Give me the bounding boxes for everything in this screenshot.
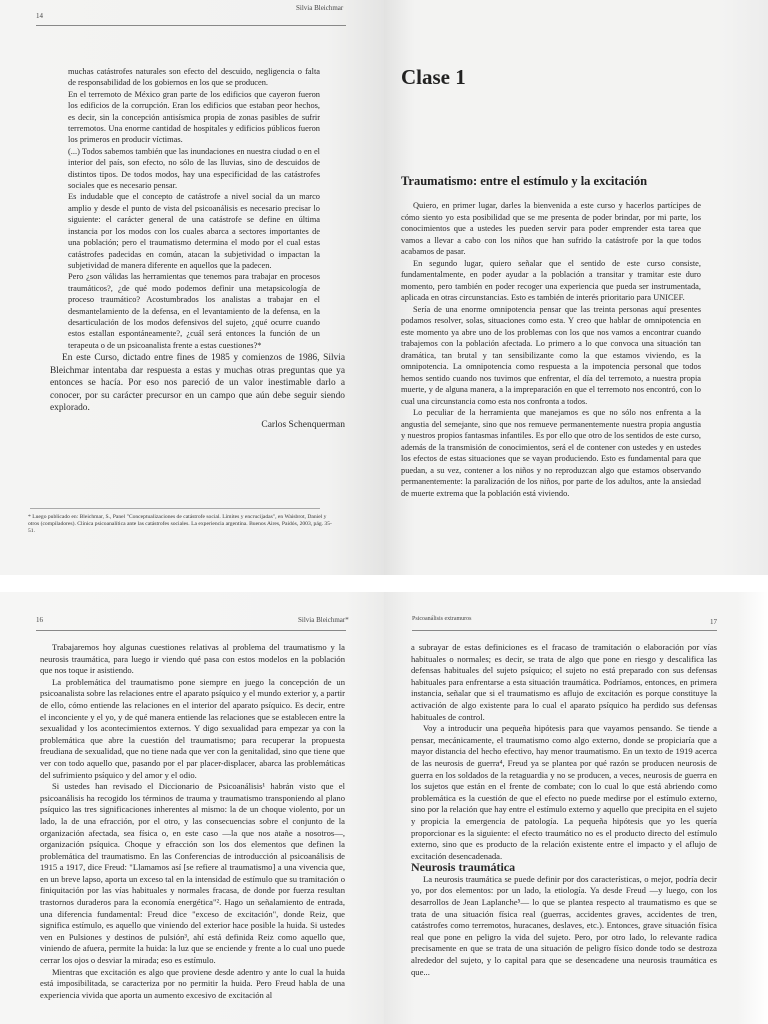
signature: Carlos Schenquerman (261, 419, 345, 430)
page-16 (0, 592, 384, 1024)
body-text (40, 642, 345, 1024)
body-text (411, 642, 717, 1024)
paragraph: Quiero, en primer lugar, darles la bienvenida a este curso y hacerlos partícipes de cómo siento yo esta posibilidad que se me presenta de poder brindar, por mi parte, los conocimientos que a ustedes les pueden servir para poder emprender esta tarea que vamos a llevar a cabo con los niños que han sufrido la catástrofe por la que todos acabamos de pasar. (401, 201, 701, 256)
section-title: Traumatismo: entre el estímulo y la excitación (401, 174, 648, 188)
paragraph: Sería de una enorme omnipotencia pensar que las treinta personas aquí presentes podamos resolver, solas, situaciones como esta. Y creo que hablar de omnipotencia en este momento ya abre uno de los problemas con los que nos vamos a encontrar cuando trabajemos con la población afectada. Lo primero a lo que convoca una situación tan dramática, tan brutal y tan sensibilizante como la que estamos viviendo, es la omnipotencia. La omnipotencia como respuesta a la impotencia personal que todos hemos sentido cuando nos tuvimos que enfrentar, el día del terremoto, a nuestra propia muerte, y de alguna manera, a la impreparación en que el terremoto nos encontró, con lo cual una circunstancia como esta nos confronta a todos. (401, 304, 701, 406)
header-rule (36, 25, 346, 26)
paragraph: En segundo lugar, quiero señalar que el sentido de este curso consiste, fundamentalmente, en poder ayudar a la población a transitar y tramitar este duro momento, pero también en poder recoger una experiencia que pueda ser instrumentada, aplicada en otras circunstancias. Esto es también de interés prioritario para UNICEF. (401, 258, 701, 302)
paragraph: Lo peculiar de la herramienta que manejamos es que no sólo nos enfrenta a la angustia del semejante, sino que nos remueve permanentemente nuestra propia angustia y nuestros propios fantasmas infantiles. Es por ello que otro de los sentidos de este curso, además de la transmisión de conocimientos, será el de contener con ustedes y en ustedes los efectos de estas situaciones que se vayan produciendo. Esto es fundamental para que puedan, a su vez, contener a los niños y no reproduzcan algo que estamos observando permanentemente: la paralización de los niños, por parte de los adultos, ante la ansiedad de muerte extrema que la población está viviendo. (401, 408, 701, 498)
quote-paragraph: Pero ¿son válidas las herramientas que tenemos para trabajar en procesos traumáticos?, ¿de qué modo podemos definir una metapsicología de proceso traumático? Acostumbrados los analistas a trabajar en el desmantelamiento de la defensa, en el levantamiento de la defensa, en la desarticulación de los modos defensivos del sujeto, ¿qué ocurre cuando estos estallan espontáneamente?, ¿cuál será entonces la función de un terapeuta o de un psicoanalista frente a estas cuestiones?* (68, 272, 320, 350)
paragraph: Si ustedes han revisado el Diccionario de Psicoanálisis¹ habrán visto que el psicoanálisis ha recogido los términos de trauma y traumatismo transponiendo al plano psíquico las tres significaciones inherentes al mismo: la de un choque violento, por un lado, la de una efracción, por el otro, y las consecuencias sobre el conjunto de la organización afectada, sea física o, en este caso —la que nos atañe a nosotros—, organización psíquica. Choque y efracción son los dos elementos que definen la problemática del traumatismo. En las Conferencias de introducción al psicoanálisis de 1915 a 1917, dice Freud: "Llamamos así [se refiere al traumatismo] a una vivencia que, en un breve lapso, aporta un exceso tal en la intensidad de estímulo que su tramitación o finiquitación por las vías habituales y normales fracasa, de donde por fuerza resultan trastornos duraderos para la economía energética"². Hago un señalamiento de entrada, una diferencia fundamental: Freud dice "exceso de excitación", donde Reiz, que significa estímulo, es aquello que viniendo del exterior hace posible la huida. Si ustedes ven en Pulsiones y destinos de pulsión³, ahí está definida Reiz como aquello que, viniendo de afuera, permite la huida: la luz que se enciende y frente a lo cual uno puede cerrar los ojos o desviar la mirada; eso es estímulo. (40, 781, 345, 966)
paragraph: Trabajaremos hoy algunas cuestiones relativas al problema del traumatismo y la neurosis traumática, para luego ir viendo qué pasa con estos modelos en la población que nos toque ir asistiendo. (40, 642, 345, 676)
page-17 (384, 592, 768, 1024)
paragraph: La problemática del traumatismo pone siempre en juego la concepción de un psicoanalista sobre las relaciones entre el aparato psíquico y el mundo exterior y, a partir de ello, cómo entiende las relaciones en el interior del aparato psíquico. Es decir, entre el inconciente y el yo, y de qué manera entiende las relaciones que se establecen entre la sexualidad y los acontecimientos externos. Y digo sexualidad para empezar ya con la problemática que abre la cuestión del traumatismo; para recuperar la propuesta freudiana de sexualidad, que no tiene nada que ver con la genitalidad, sino que tiene que ver con todo aquello que, pasando por el par placer-displacer, abarca las problemáticas del sufrimiento psíquico y del amor y el odio. (40, 676, 345, 780)
paragraph: a subrayar de estas definiciones es el fracaso de tramitación o elaboración por vías habituales o normales; es decir, se trata de algo que pone en riesgo y descalifica las defensas habituales del sujeto psíquico; el sujeto no está preparado con sus defensas habituales para enfrentarse a esta situación traumática. Podríamos, entonces, en primera instancia, señalar que si el traumatismo es aflujo de excitación es porque constituye la activación de algo existente para lo cual el aparato psíquico ha perdido sus defensas habituales de control. (411, 642, 717, 722)
intro-body (50, 352, 345, 432)
running-head: Silvia Bleichmar* (298, 616, 349, 624)
paragraph: En este Curso, dictado entre fines de 1985 y comienzos de 1986, Silvia Bleichmar intentaba dar respuesta a estas y muchas otras preguntas que ya entonces se hacía. Por eso nos pareció de un valor inestimable darlo a conocer, por su carácter precursor en un campo que aún debe seguir siendo explorado. (50, 353, 345, 414)
quote-paragraph: muchas catástrofes naturales son efecto del descuido, negligencia o falta de responsabilidad de los gobiernos en los que se producen. (68, 67, 320, 88)
quote-paragraph: Es indudable que el concepto de catástrofe a nivel social da un marco amplio y desde el punto de vista del psicoanálisis es necesario precisar lo siguiente: el carácter general de una catástrofe se define en última instancia por los modos con los cuales abarca a sectores importantes de una población; pero el traumatismo determina el modo por el cual estas catástrofes padecidas en común, atacan la subjetividad o impactan la subjetividad de manera diferente en aquellos que la padecen. (68, 192, 320, 270)
header-rule (36, 630, 346, 631)
quote-paragraph: En el terremoto de México gran parte de los edificios que cayeron fueron los edificios de la corrupción. Eran los edificios que estaban peor hechos, es decir, sin la concepción antisísmica propia de zonas pasibles de sufrir terremotos. Una enorme cantidad de hospitales y edificios públicos fueron los primeros en producir víctimas. (68, 89, 320, 145)
footnote: * Luego publicado en: Bleichmar, S., Panel "Conceptualizaciones de catástrofe social. Límites y encrucijadas", en Waisbrot, Daniel y otros (compiladores). Clínica psicoanalítica ante las catástrofes sociales. La experiencia argentina. Buenos Aires, Paidós, 2003, pág. 35-51. (28, 514, 332, 535)
body-text (401, 200, 701, 499)
chapter-title: Clase 1 (401, 65, 466, 89)
paragraph: Voy a introducir una pequeña hipótesis para que vayamos pensando. Se tiende a pensar, mecánicamente, el traumatismo como algo externo, donde se propiciaría que a mayor distancia del hecho efectivo, hay menor traumatismo. En un texto de 1919 acerca de las neurosis de guerra⁴, Freud ya se plantea por qué razón se producen neurosis de guerra en los soldados de la retaguardia y no se producen, a veces, neurosis de guerra en los sujetos que están en el frente de combate; con lo cual lo que está abriendo como problemática es la cuestión de que el efecto no puede medirse por el estímulo externo, sino por la relación que hay entre el estímulo externo y aquello que precipita en el sujeto y propicia la emergencia de patología. La pequeña hipótesis que yo les quería proporcionar es la siguiente: el efecto traumático no es el producto directo del estímulo externo, sino que es producto de la relación existente entre el impacto y el aflujo de excitación desencadenada. (411, 723, 717, 861)
header-rule (412, 630, 717, 631)
paragraph: Mientras que excitación es algo que proviene desde adentro y ante lo cual la huida está imposibilitada, se caracteriza por no permitir la huida. Pero Freud habla de una experiencia vivida que aporta un aumento excesivo de excitación al (40, 966, 345, 1000)
footnote-rule (30, 508, 320, 509)
block-quote (68, 66, 320, 351)
running-head: Psicoanálisis extramuros (412, 616, 472, 622)
page-15 (384, 0, 768, 575)
page-number: 17 (710, 618, 717, 626)
quote-paragraph: (...) Todos sabemos también que las inundaciones en nuestra ciudad o en el interior del país, son efecto, no sólo de las lluvias, sino de descuidos de distintos tipos. De todos modos, hay una especificidad de las catástrofes sociales que es necesario pensar. (68, 146, 320, 191)
paragraph: La neurosis traumática se puede definir por dos características, o mejor, podría decir yo, por dos elementos: por un lado, la etiología. Ya desde Freud —y luego, con los desarrollos de Jean Laplanche⁵— lo que se plantea respecto al traumatismo es que se trata de una situación física real (guerras, accidentes graves, accidentes de tren, catástrofes como terremotos, huracanes, deslaves, etc.). Entonces, grave situación física real que pone en peligro la vida del sujeto. Pero, por otro lado, lo relevante radica precisamente en que se trata de una situación de peligro físico donde todo se destroza alrededor del sujeto, y lo capital para que se desencadene una neurosis traumática es que... (411, 873, 717, 977)
running-head: Silvia Bleichmar (296, 4, 344, 12)
page-number: 16 (36, 616, 43, 624)
page-14 (0, 0, 384, 575)
section-title: Neurosis traumática (411, 860, 516, 875)
page-number: 14 (36, 12, 43, 20)
